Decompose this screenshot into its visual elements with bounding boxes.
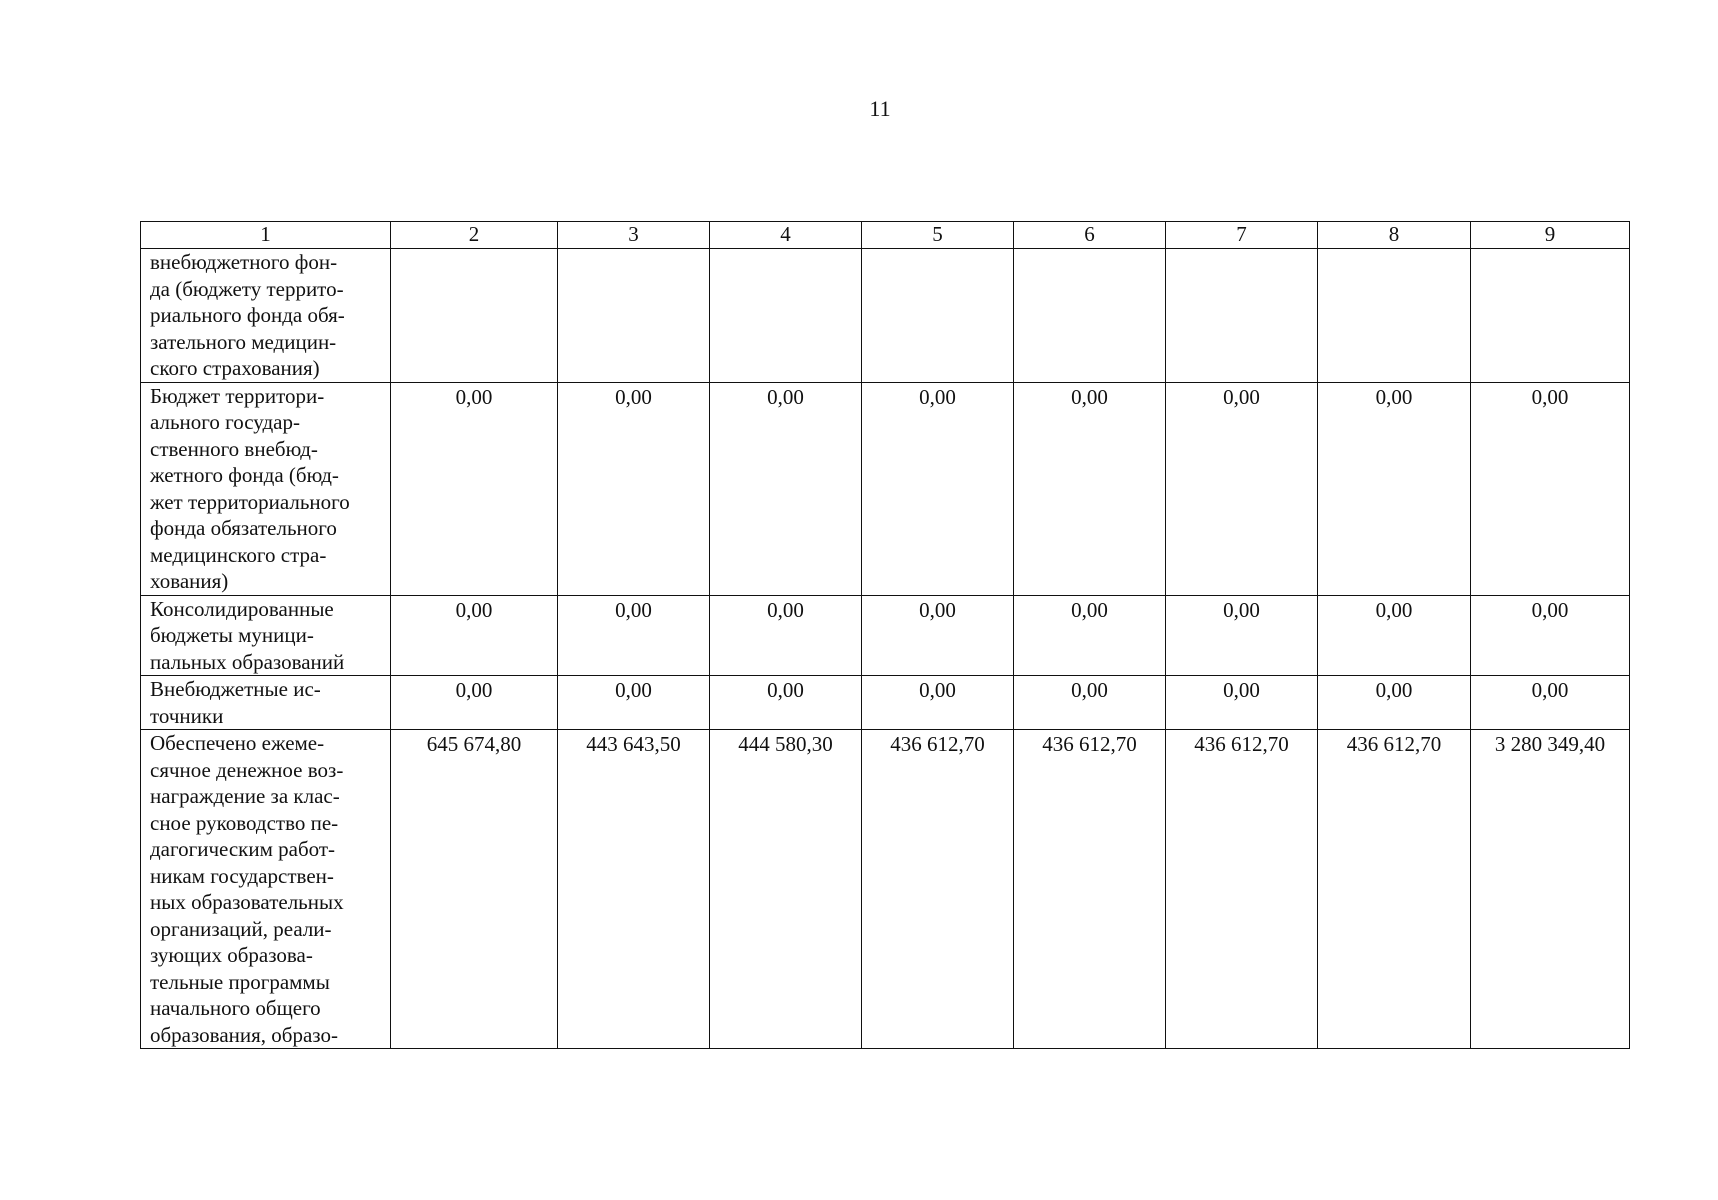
value-cell: 0,00 (391, 595, 558, 676)
value-cell: 0,00 (391, 676, 558, 730)
column-number-header: 4 (710, 222, 862, 249)
column-number-header: 3 (558, 222, 710, 249)
column-number-header: 9 (1471, 222, 1630, 249)
label-line: Бюджет территори- (150, 383, 325, 408)
value-cell: 0,00 (1471, 382, 1630, 595)
label-line: сное руководство пе- (150, 810, 339, 835)
value-cell: 436 612,70 (1166, 730, 1318, 1049)
column-number-header: 1 (141, 222, 391, 249)
column-number-header: 2 (391, 222, 558, 249)
value-cell: 0,00 (1014, 595, 1166, 676)
table-row (141, 249, 1630, 383)
label-line: зующих образова- (150, 943, 313, 967)
label-line: пальных образований (150, 649, 345, 674)
label-line: ального государ- (150, 410, 300, 434)
value-cell (1166, 249, 1318, 383)
label-line: ственного внебюд- (150, 436, 318, 461)
label-line: хования) (150, 569, 229, 593)
label-line: Консолидированные (150, 596, 334, 621)
label-line: сячное денежное воз- (150, 757, 344, 782)
value-cell: 0,00 (391, 382, 558, 595)
value-cell: 0,00 (558, 382, 710, 595)
table-row (141, 730, 1630, 1049)
value-cell: 0,00 (862, 676, 1014, 730)
label-line: жет территориального (150, 489, 350, 514)
label-line: точники (150, 703, 224, 728)
row-label-cell (141, 730, 391, 1049)
label-line: внебюджетного фон- (150, 250, 338, 274)
value-cell: 0,00 (1014, 676, 1166, 730)
table-row (141, 676, 1630, 730)
row-label-cell (141, 595, 391, 676)
value-cell (1318, 249, 1471, 383)
value-cell: 0,00 (1318, 595, 1471, 676)
row-label-cell (141, 249, 391, 383)
label-line: риального фонда обя- (150, 303, 345, 327)
value-cell: 0,00 (1014, 382, 1166, 595)
value-cell (862, 249, 1014, 383)
label-line: организаций, реали- (150, 916, 332, 941)
label-line: Обеспечено ежеме- (150, 731, 325, 755)
value-cell: 0,00 (1318, 676, 1471, 730)
label-line: ского страхования) (150, 356, 320, 380)
column-number-header: 8 (1318, 222, 1471, 249)
value-cell: 0,00 (1166, 595, 1318, 676)
value-cell: 0,00 (558, 595, 710, 676)
value-cell (558, 249, 710, 383)
value-cell: 0,00 (710, 382, 862, 595)
value-cell: 443 643,50 (558, 730, 710, 1049)
table-row (141, 382, 1630, 595)
value-cell: 436 612,70 (1014, 730, 1166, 1049)
value-cell: 0,00 (862, 382, 1014, 595)
value-cell (710, 249, 862, 383)
value-cell: 0,00 (1471, 676, 1630, 730)
value-cell: 444 580,30 (710, 730, 862, 1049)
label-line: да (бюджету террито- (150, 276, 344, 301)
label-line: зательного медицин- (150, 329, 337, 354)
page-number: 11 (869, 96, 891, 121)
value-cell: 436 612,70 (862, 730, 1014, 1049)
column-number-header: 6 (1014, 222, 1166, 249)
value-cell: 0,00 (1166, 676, 1318, 730)
label-line: начального общего (150, 996, 321, 1020)
table-row (141, 595, 1630, 676)
row-label-cell (141, 382, 391, 595)
value-cell (1014, 249, 1166, 383)
column-number-row (141, 222, 1630, 249)
value-cell: 436 612,70 (1318, 730, 1471, 1049)
row-label-cell (141, 676, 391, 730)
value-cell: 0,00 (862, 595, 1014, 676)
label-line: жетного фонда (бюд- (150, 463, 339, 487)
label-line: никам государствен- (150, 863, 334, 888)
label-line: бюджеты муници- (150, 623, 314, 647)
value-cell: 0,00 (710, 595, 862, 676)
value-cell (1471, 249, 1630, 383)
budget-table (140, 221, 1630, 1049)
label-line: фонда обязательного (150, 516, 337, 540)
value-cell: 0,00 (1471, 595, 1630, 676)
label-line: Внебюджетные ис- (150, 677, 321, 701)
label-line: медицинского стра- (150, 542, 327, 567)
label-line: образования, образо- (150, 1022, 338, 1047)
label-line: ных образовательных (150, 890, 344, 914)
value-cell: 645 674,80 (391, 730, 558, 1049)
value-cell: 0,00 (710, 676, 862, 730)
column-number-header: 7 (1166, 222, 1318, 249)
value-cell: 3 280 349,40 (1471, 730, 1630, 1049)
value-cell: 0,00 (1166, 382, 1318, 595)
label-line: награждение за клас- (150, 784, 340, 808)
column-number-header: 5 (862, 222, 1014, 249)
value-cell: 0,00 (558, 676, 710, 730)
value-cell: 0,00 (1318, 382, 1471, 595)
value-cell (391, 249, 558, 383)
label-line: дагогическим работ- (150, 837, 336, 861)
label-line: тельные программы (150, 969, 330, 994)
